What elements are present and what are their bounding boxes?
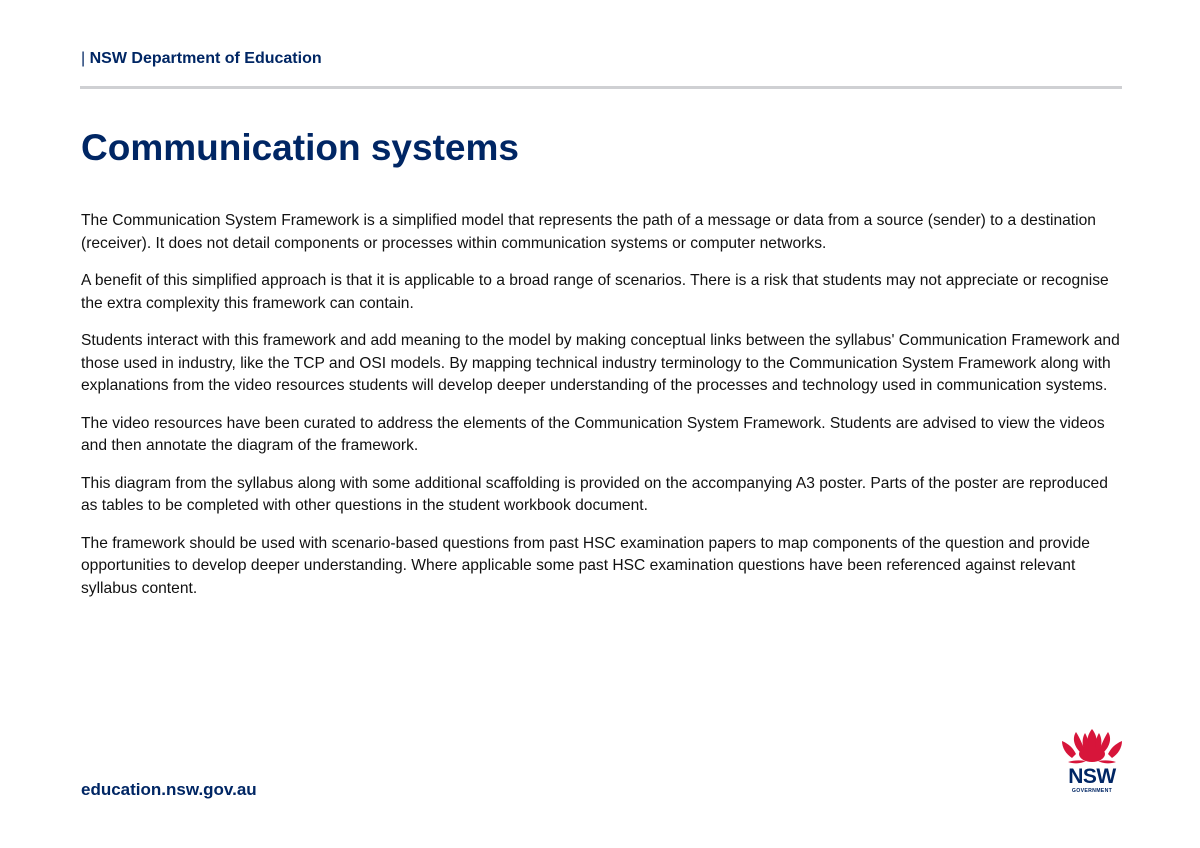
header-divider (80, 86, 1122, 89)
body-content (81, 210, 1121, 615)
paragraph-5: This diagram from the syllabus along with some additional scaffolding is provided on the accompanying A3 poster. Parts of the poster are reproduced as tables to be completed with other questions in the student workbook document. (81, 474, 1108, 514)
logo-subtext: GOVERNMENT (1071, 788, 1113, 794)
header-pipe: | (81, 50, 86, 67)
paragraph-3: Students interact with this framework and add meaning to the model by making conceptual links between the syllabus' Communication Framework and those used in industry, like the TCP and OSI models. By mapping technical industry terminology to the Communication System Framework along with explanations from the video resources students will develop deeper understanding of the processes and technology used in communication systems. (81, 332, 1120, 394)
paragraph-6: The framework should be used with scenario-based questions from past HSC examination papers to map components of the question and provide opportunities to develop deeper understanding. Where applicable some past HSC examination questions have been referenced against relevant syllabus content. (81, 534, 1090, 597)
header-org-name: NSW Department of Education (89, 50, 322, 67)
logo-wordmark: NSW (1068, 765, 1116, 788)
department-header (81, 50, 322, 68)
page-title: Communication systems (81, 127, 519, 168)
paragraph-1: The Communication System Framework is a simplified model that represents the path of a message or data from a source (sender) to a destination (receiver). It does not detail components or processes within communication systems or computer networks. (81, 212, 1096, 252)
footer-url: education.nsw.gov.au (81, 780, 257, 799)
paragraph-4: The video resources have been curated to address the elements of the Communication System Framework. Students are advised to view the videos and then annotate the diagram of the framework. (81, 414, 1105, 454)
paragraph-2: A benefit of this simplified approach is that it is applicable to a broad range of scenarios. There is a risk that students may not appreciate or recognise the extra complexity this framework can contain. (81, 272, 1109, 312)
nsw-government-logo (1058, 728, 1126, 800)
waratah-logo-icon (1062, 729, 1122, 763)
